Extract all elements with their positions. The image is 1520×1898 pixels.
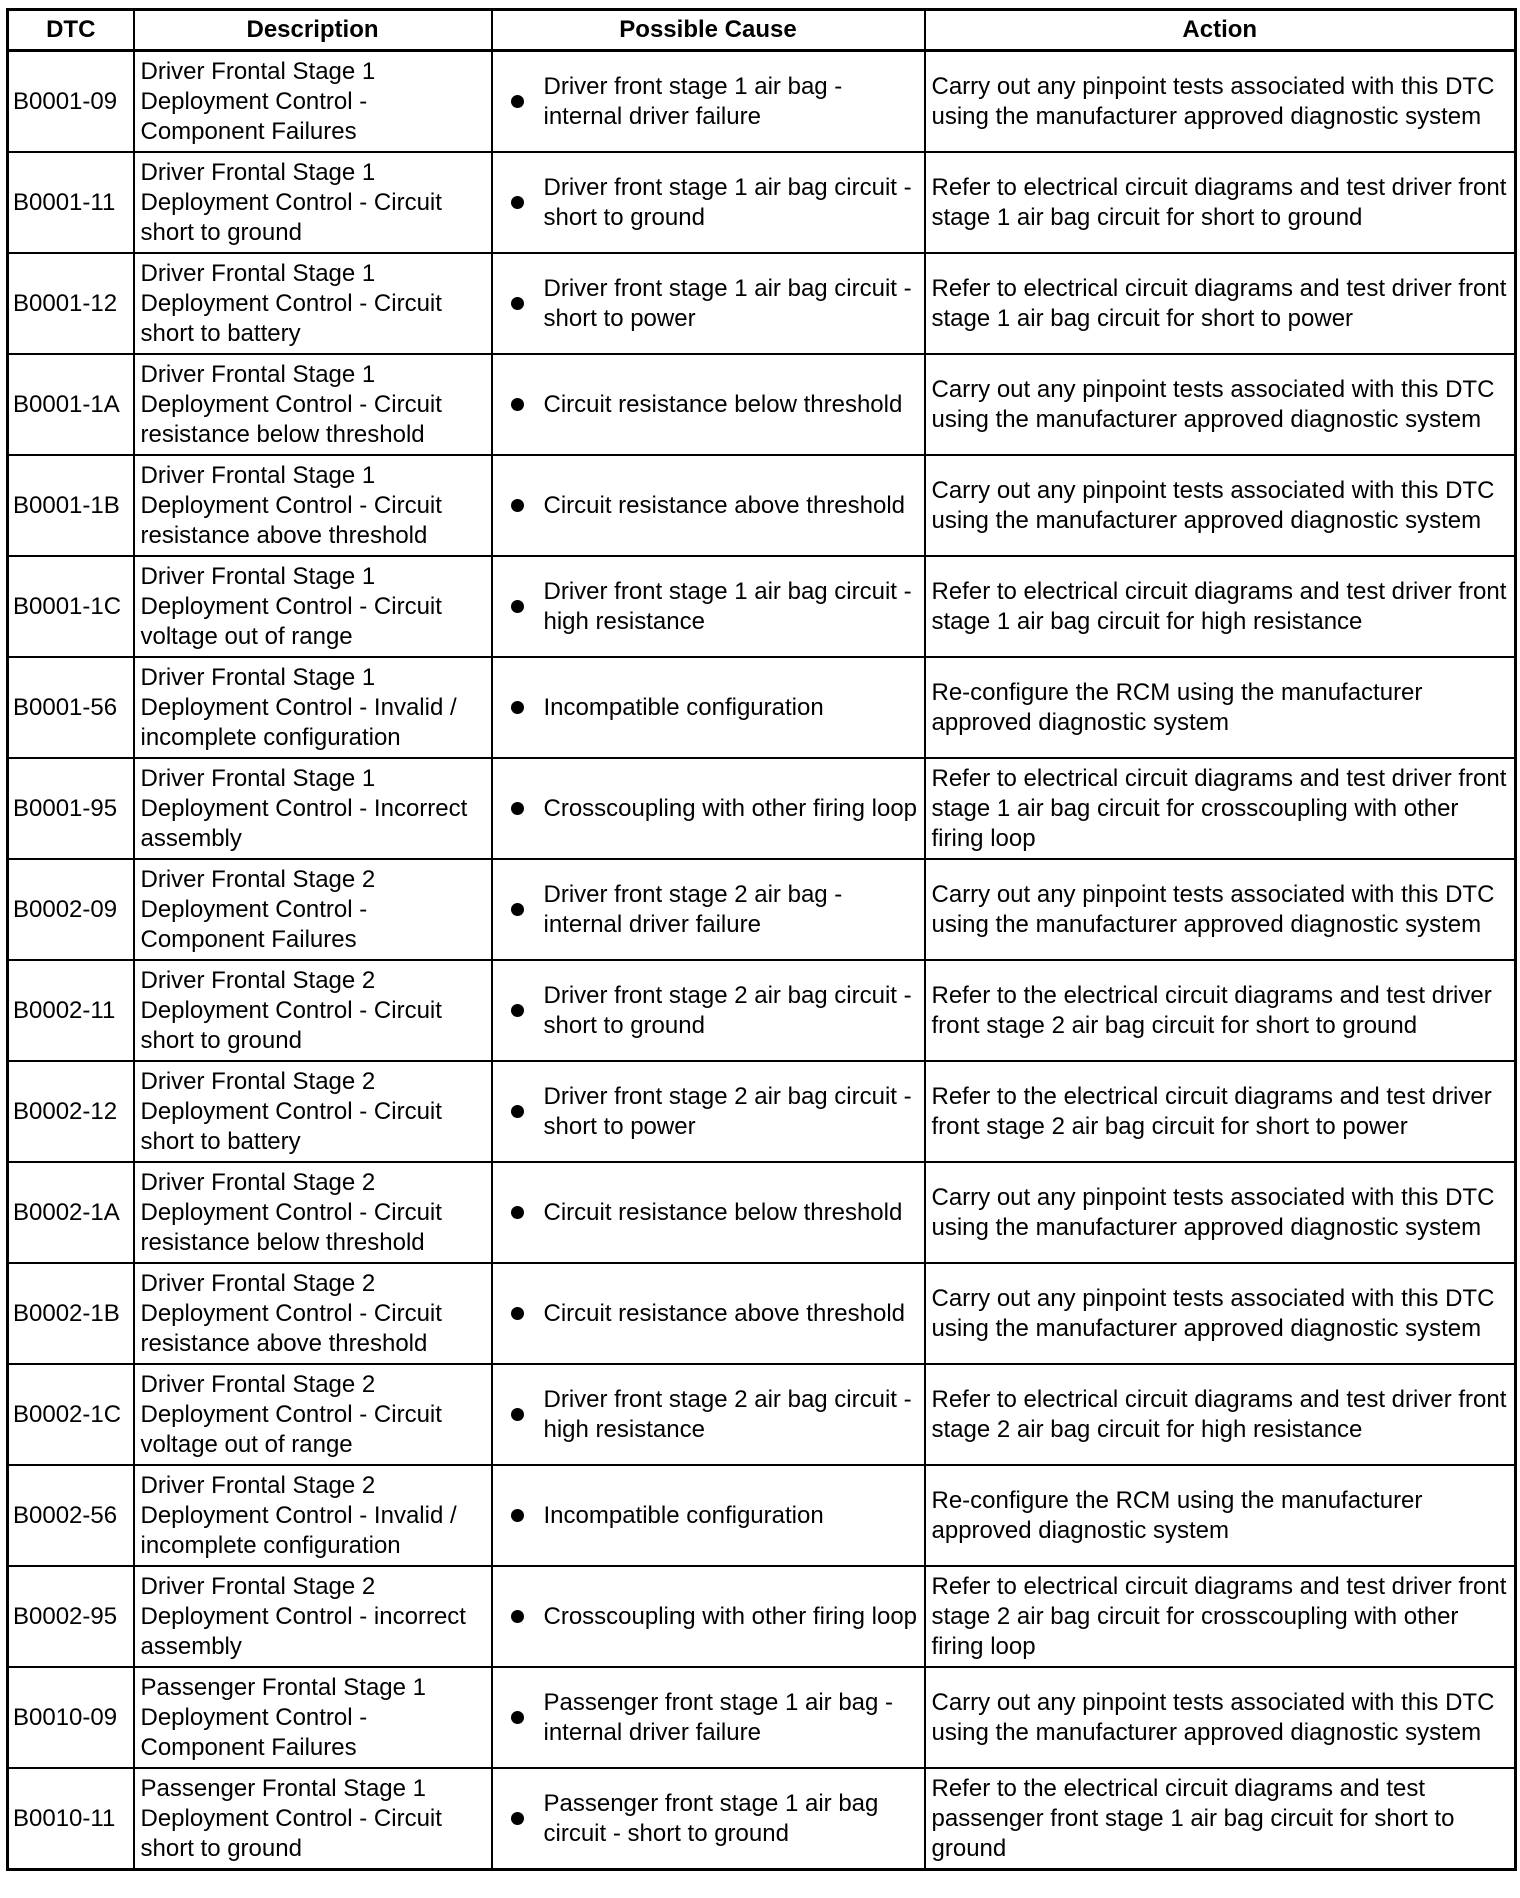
table-row xyxy=(8,960,1516,1061)
action-cell: Carry out any pinpoint tests associated with this DTC using the manufacturer approved diagnostic system xyxy=(925,1667,1516,1768)
possible-cause-text: Circuit resistance below threshold xyxy=(543,390,903,418)
action-cell: Carry out any pinpoint tests associated with this DTC using the manufacturer approved diagnostic system xyxy=(925,1162,1516,1263)
action-cell: Refer to the electrical circuit diagrams and test driver front stage 2 air bag circuit for short to ground xyxy=(925,960,1516,1061)
bullet-icon xyxy=(511,802,524,815)
bullet-icon xyxy=(511,1610,524,1623)
action-cell: Refer to the electrical circuit diagrams and test driver front stage 2 air bag circuit for short to power xyxy=(925,1061,1516,1162)
dtc-code-cell: B0001-1C xyxy=(8,556,134,657)
action-cell: Carry out any pinpoint tests associated with this DTC using the manufacturer approved diagnostic system xyxy=(925,455,1516,556)
dtc-code-cell: B0002-1B xyxy=(8,1263,134,1364)
possible-cause-cell xyxy=(492,1667,925,1768)
bullet-icon xyxy=(511,1812,524,1825)
possible-cause-text: Driver front stage 2 air bag circuit - short to ground xyxy=(543,981,912,1039)
table-header-row xyxy=(8,10,1516,51)
possible-cause-cell xyxy=(492,1465,925,1566)
possible-cause-cell xyxy=(492,1364,925,1465)
possible-cause-text: Incompatible configuration xyxy=(543,693,824,721)
bullet-icon xyxy=(511,398,524,411)
description-cell: Driver Frontal Stage 2 Deployment Control - Circuit short to battery xyxy=(134,1061,492,1162)
table-row xyxy=(8,51,1516,153)
description-cell: Driver Frontal Stage 2 Deployment Control - Component Failures xyxy=(134,859,492,960)
table-row xyxy=(8,152,1516,253)
possible-cause-text: Driver front stage 1 air bag circuit - short to ground xyxy=(543,173,912,231)
table-row xyxy=(8,253,1516,354)
table-row xyxy=(8,1566,1516,1667)
header-action: Action xyxy=(925,10,1516,51)
possible-cause-text: Circuit resistance below threshold xyxy=(543,1198,903,1226)
description-cell: Passenger Frontal Stage 1 Deployment Control - Circuit short to ground xyxy=(134,1768,492,1870)
possible-cause-text: Incompatible configuration xyxy=(543,1501,824,1529)
description-cell: Driver Frontal Stage 1 Deployment Control - Component Failures xyxy=(134,51,492,153)
bullet-icon xyxy=(511,903,524,916)
bullet-icon xyxy=(511,1307,524,1320)
description-cell: Driver Frontal Stage 2 Deployment Control - Circuit short to ground xyxy=(134,960,492,1061)
action-cell: Refer to electrical circuit diagrams and test driver front stage 1 air bag circuit for high resistance xyxy=(925,556,1516,657)
possible-cause-text: Driver front stage 1 air bag - internal driver failure xyxy=(543,72,843,130)
description-cell: Driver Frontal Stage 2 Deployment Control - Circuit voltage out of range xyxy=(134,1364,492,1465)
description-cell: Passenger Frontal Stage 1 Deployment Control - Component Failures xyxy=(134,1667,492,1768)
bullet-icon xyxy=(511,1206,524,1219)
possible-cause-cell xyxy=(492,960,925,1061)
header-description: Description xyxy=(134,10,492,51)
action-cell: Refer to electrical circuit diagrams and test driver front stage 2 air bag circuit for high resistance xyxy=(925,1364,1516,1465)
possible-cause-text: Driver front stage 1 air bag circuit - high resistance xyxy=(543,577,912,635)
action-cell: Carry out any pinpoint tests associated with this DTC using the manufacturer approved diagnostic system xyxy=(925,859,1516,960)
possible-cause-cell xyxy=(492,354,925,455)
possible-cause-cell xyxy=(492,556,925,657)
dtc-code-cell: B0001-12 xyxy=(8,253,134,354)
description-cell: Driver Frontal Stage 2 Deployment Control - Circuit resistance above threshold xyxy=(134,1263,492,1364)
table-row xyxy=(8,1061,1516,1162)
description-cell: Driver Frontal Stage 2 Deployment Control - Invalid / incomplete configuration xyxy=(134,1465,492,1566)
possible-cause-text: Passenger front stage 1 air bag - internal driver failure xyxy=(543,1688,894,1746)
possible-cause-text: Crosscoupling with other firing loop xyxy=(543,794,918,822)
possible-cause-cell xyxy=(492,859,925,960)
bullet-icon xyxy=(511,600,524,613)
possible-cause-text: Crosscoupling with other firing loop xyxy=(543,1602,918,1630)
possible-cause-text: Driver front stage 2 air bag circuit - short to power xyxy=(543,1082,912,1140)
action-cell: Re-configure the RCM using the manufacturer approved diagnostic system xyxy=(925,1465,1516,1566)
table-row xyxy=(8,354,1516,455)
table-row xyxy=(8,1263,1516,1364)
dtc-code-cell: B0001-95 xyxy=(8,758,134,859)
action-cell: Refer to the electrical circuit diagrams and test passenger front stage 1 air bag circuit for short to ground xyxy=(925,1768,1516,1870)
possible-cause-text: Driver front stage 2 air bag circuit - high resistance xyxy=(543,1385,912,1443)
possible-cause-cell xyxy=(492,657,925,758)
action-cell: Carry out any pinpoint tests associated with this DTC using the manufacturer approved diagnostic system xyxy=(925,1263,1516,1364)
bullet-icon xyxy=(511,1509,524,1522)
possible-cause-cell xyxy=(492,455,925,556)
possible-cause-cell xyxy=(492,1566,925,1667)
action-cell: Refer to electrical circuit diagrams and test driver front stage 2 air bag circuit for crosscoupling with other firing loop xyxy=(925,1566,1516,1667)
bullet-icon xyxy=(511,95,524,108)
dtc-code-cell: B0002-56 xyxy=(8,1465,134,1566)
dtc-code-cell: B0002-1A xyxy=(8,1162,134,1263)
possible-cause-cell xyxy=(492,1263,925,1364)
description-cell: Driver Frontal Stage 1 Deployment Control - Circuit short to battery xyxy=(134,253,492,354)
table-row xyxy=(8,1162,1516,1263)
dtc-code-cell: B0002-12 xyxy=(8,1061,134,1162)
dtc-code-cell: B0002-11 xyxy=(8,960,134,1061)
bullet-icon xyxy=(511,1408,524,1421)
description-cell: Driver Frontal Stage 1 Deployment Control - Circuit resistance below threshold xyxy=(134,354,492,455)
possible-cause-cell xyxy=(492,253,925,354)
action-cell: Refer to electrical circuit diagrams and test driver front stage 1 air bag circuit for short to ground xyxy=(925,152,1516,253)
bullet-icon xyxy=(511,499,524,512)
bullet-icon xyxy=(511,1105,524,1118)
description-cell: Driver Frontal Stage 1 Deployment Control - Invalid / incomplete configuration xyxy=(134,657,492,758)
table-row xyxy=(8,1364,1516,1465)
bullet-icon xyxy=(511,1711,524,1724)
table-row xyxy=(8,1667,1516,1768)
possible-cause-cell xyxy=(492,1061,925,1162)
table-row xyxy=(8,1768,1516,1870)
bullet-icon xyxy=(511,1004,524,1017)
dtc-code-cell: B0001-09 xyxy=(8,51,134,153)
dtc-code-cell: B0001-56 xyxy=(8,657,134,758)
description-cell: Driver Frontal Stage 2 Deployment Control - Circuit resistance below threshold xyxy=(134,1162,492,1263)
bullet-icon xyxy=(511,196,524,209)
possible-cause-cell xyxy=(492,152,925,253)
bullet-icon xyxy=(511,701,524,714)
action-cell: Carry out any pinpoint tests associated with this DTC using the manufacturer approved diagnostic system xyxy=(925,51,1516,153)
action-cell: Refer to electrical circuit diagrams and test driver front stage 1 air bag circuit for short to power xyxy=(925,253,1516,354)
table-body xyxy=(8,51,1516,1870)
header-possible-cause: Possible Cause xyxy=(492,10,925,51)
description-cell: Driver Frontal Stage 1 Deployment Control - Circuit short to ground xyxy=(134,152,492,253)
dtc-code-cell: B0001-11 xyxy=(8,152,134,253)
dtc-code-cell: B0010-09 xyxy=(8,1667,134,1768)
description-cell: Driver Frontal Stage 1 Deployment Control - Circuit voltage out of range xyxy=(134,556,492,657)
dtc-table-container xyxy=(6,8,1514,1871)
possible-cause-text: Driver front stage 1 air bag circuit - short to power xyxy=(543,274,912,332)
dtc-code-cell: B0001-1B xyxy=(8,455,134,556)
table-row xyxy=(8,455,1516,556)
possible-cause-text: Driver front stage 2 air bag - internal driver failure xyxy=(543,880,843,938)
dtc-table xyxy=(6,8,1517,1871)
header-dtc: DTC xyxy=(8,10,134,51)
possible-cause-text: Passenger front stage 1 air bag circuit - short to ground xyxy=(543,1789,879,1847)
action-cell: Re-configure the RCM using the manufacturer approved diagnostic system xyxy=(925,657,1516,758)
description-cell: Driver Frontal Stage 1 Deployment Control - Circuit resistance above threshold xyxy=(134,455,492,556)
dtc-code-cell: B0002-95 xyxy=(8,1566,134,1667)
bullet-icon xyxy=(511,297,524,310)
possible-cause-cell xyxy=(492,1768,925,1870)
table-row xyxy=(8,657,1516,758)
action-cell: Refer to electrical circuit diagrams and test driver front stage 1 air bag circuit for crosscoupling with other firing loop xyxy=(925,758,1516,859)
dtc-code-cell: B0010-11 xyxy=(8,1768,134,1870)
dtc-code-cell: B0002-1C xyxy=(8,1364,134,1465)
possible-cause-cell xyxy=(492,1162,925,1263)
table-row xyxy=(8,556,1516,657)
description-cell: Driver Frontal Stage 2 Deployment Control - incorrect assembly xyxy=(134,1566,492,1667)
table-row xyxy=(8,859,1516,960)
table-row xyxy=(8,1465,1516,1566)
possible-cause-text: Circuit resistance above threshold xyxy=(543,1299,906,1327)
possible-cause-text: Circuit resistance above threshold xyxy=(543,491,906,519)
table-row xyxy=(8,758,1516,859)
description-cell: Driver Frontal Stage 1 Deployment Control - Incorrect assembly xyxy=(134,758,492,859)
dtc-code-cell: B0001-1A xyxy=(8,354,134,455)
possible-cause-cell xyxy=(492,758,925,859)
action-cell: Carry out any pinpoint tests associated with this DTC using the manufacturer approved diagnostic system xyxy=(925,354,1516,455)
possible-cause-cell xyxy=(492,51,925,153)
dtc-code-cell: B0002-09 xyxy=(8,859,134,960)
